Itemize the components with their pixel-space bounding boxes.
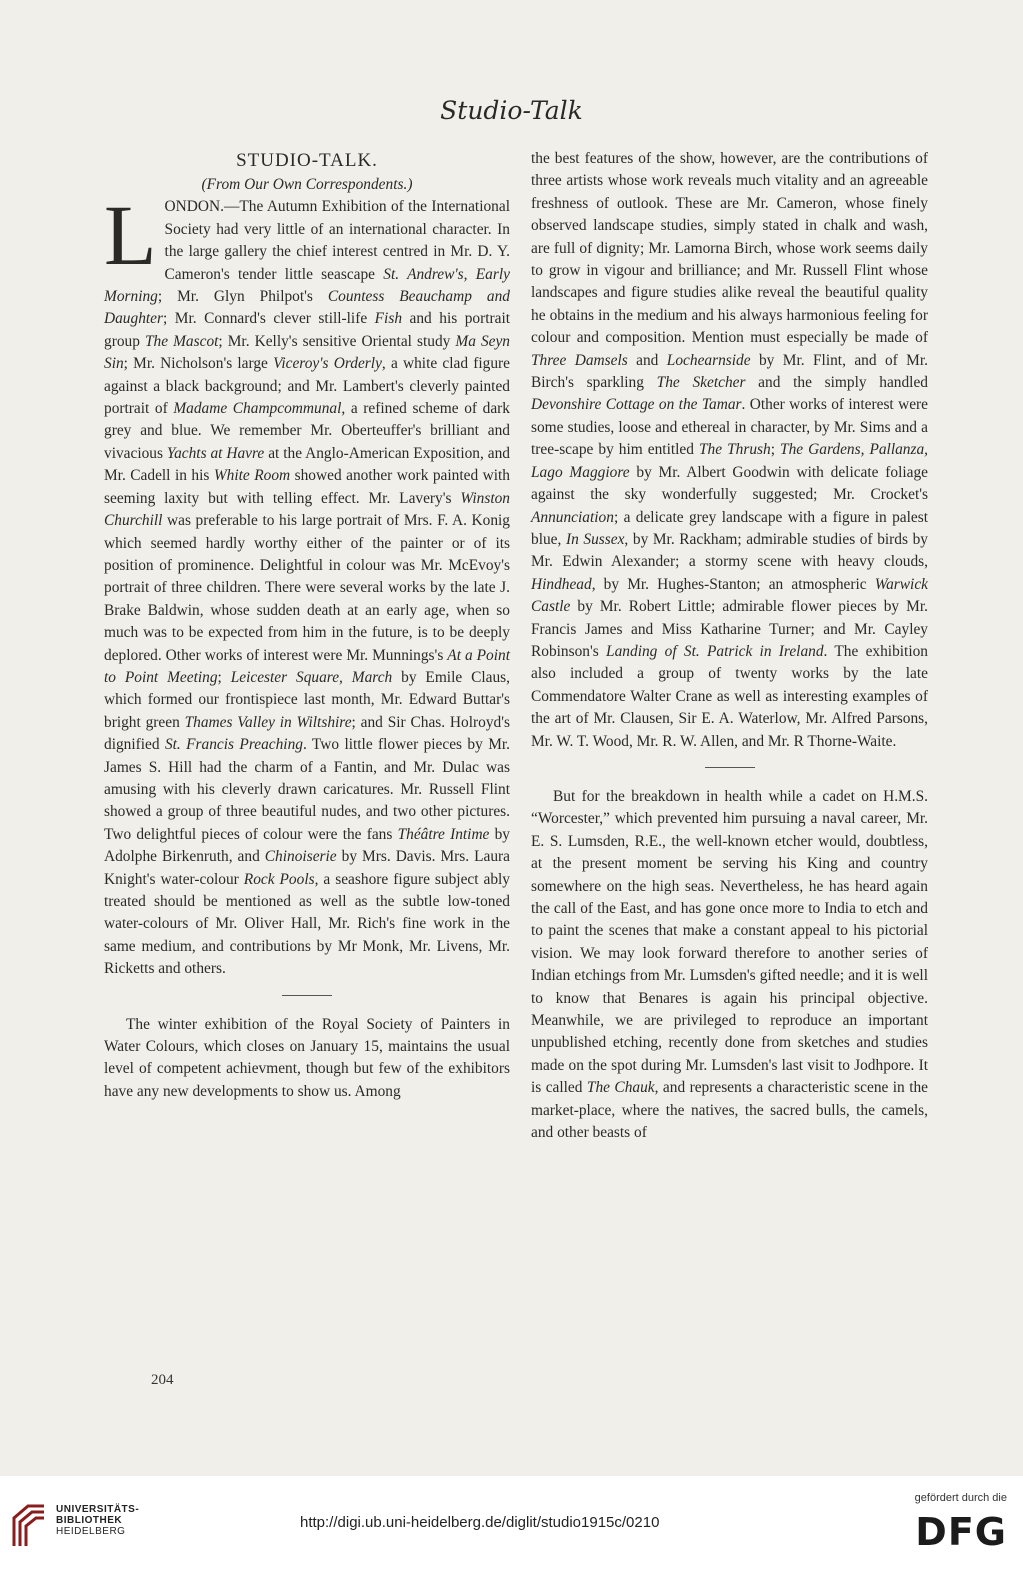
lumsden-paragraph [531, 786, 928, 1145]
text-run: But for the breakdown in health while a cadet on H.M.S. “Worcester,” which prevented him pursuing a naval career, Mr. E. S. Lumsden, R.E., the well-known etcher would, doubtless, at the present moment be serving his King and country somewhere on the high seas. Nevertheless, he has heard again the call of the East, and has gone once more to India to etch and to paint the scenes that make a constant appeal to his pictorial vision. We may look forward therefore to another series of Indian etchings from Mr. Lumsden's gifted needle; and it is well to know that Benares is again his principal objective. Meanwhile, we are privileged to reproduce an important unpublished etching, recently done from sketches and studies made on the spot during Mr. Lumsden's last visit to Jodhpore. It is called [531, 787, 928, 1097]
text-run: , a seashore figure subject ably treated should be mentioned as well as the subtle low-toned water-colours of Mr. Oliver Hall, Mr. Rich's fine work in the same medium, and contributions by Mr Monk, Mr. Livens, Mr. Ricketts and others. [104, 870, 510, 978]
artwork-title: Viceroy's Orderly [273, 355, 382, 373]
library-name: UNIVERSITÄTS- BIBLIOTHEK HEIDELBERG [56, 1504, 140, 1537]
text-run: and the simply handled [745, 374, 928, 392]
text-run: showed another work painted with seeming laxity but with telling effect. Mr. Lavery's [104, 467, 511, 507]
artwork-title: Théâtre Intime [397, 825, 490, 843]
artwork-title: The Thrush [698, 441, 771, 459]
artwork-title: Lochearnside [666, 351, 751, 369]
text-run: by Emile Claus, which formed our frontispiece last month, Mr. Edward Buttar's bright green [104, 668, 510, 731]
funded-by-label: gefördert durch die [914, 1492, 1007, 1504]
text-run: ; and Sir Chas. Holroyd's dignified [104, 713, 510, 754]
text-run: , by Mr. Hughes-Stanton; an atmospheric [591, 575, 875, 593]
artwork-title: Hindhead [531, 575, 592, 593]
text-run: ; Mr. Kelly's sensitive Oriental study [218, 332, 456, 350]
text-run: , and represents a characteristic scene in the market-place, where the natives, the sacred bulls, the camels, and other beasts of [531, 1079, 929, 1142]
text-run: . The exhibition also included a group of twenty works by the late Commendatore Walter Crane as well as interesting examples of the art of Mr. Clausen, Sir E. A. Waterlow, Mr. Alfred Parsons, Mr. W. T. Wood, Mr. R. W. Allen, and Mr. R Thorne-Waite. [531, 642, 928, 750]
artwork-title: The Sketcher [656, 374, 746, 392]
article-subtitle: (From Our Own Correspondents.) [201, 176, 413, 193]
section-divider [705, 767, 755, 768]
text-run: was preferable to his large portrait of Mrs. F. A. Konig which seemed hardly worthy either of the painter or of its position of prominence. Delightful in colour was Mr. McEvoy's portrait of three children. There were several works by the late J. Brake Baldwin, whose sudden death at an early age, when so much was to be expected from him in the future, is to be deeply deplored. Other works of interest were Mr. Munnings's [104, 512, 510, 664]
text-run: ; [217, 668, 231, 686]
text-run: at the Anglo-American Exposition, and Mr. Cadell in his [104, 444, 510, 485]
text-run: ; Mr. Glyn Philpot's [157, 288, 328, 306]
text-run: by Adolphe Birkenruth, and [104, 825, 511, 866]
artwork-title: Winston Churchill [104, 489, 510, 530]
drop-cap: L [104, 187, 157, 284]
university-library-logo-icon [10, 1500, 48, 1550]
artwork-title: White Room [213, 467, 291, 485]
text-run: . Two little flower pieces by Mr. James S. Hill had the charm of a Fantin, and Mr. Dulac was amusing with his cleverly drawn caricatures. Mr. Russell Flint showed a group of three beautiful nudes, and two other pictures. Two delightful pieces of colour were the fans [104, 736, 510, 843]
artwork-title: Devonshire Cottage on the Tamar [531, 396, 742, 414]
artwork-title: Rock Pools [243, 870, 315, 888]
running-header: Studio-Talk [440, 96, 583, 125]
text-run: , a white clad figure against a black background; and Mr. Lambert's cleverly painted portrait of [104, 355, 510, 418]
article-title: STUDIO-TALK. [236, 150, 378, 171]
artwork-title: Landing of St. Patrick in Ireland [606, 642, 824, 660]
digitization-footer [0, 1476, 1023, 1574]
left-column [104, 148, 510, 1103]
page-number: 204 [151, 1372, 174, 1388]
artwork-title: St. Andrew's, Early Morning [104, 265, 510, 306]
artwork-title: Thames Valley in Wiltshire [184, 713, 352, 731]
dfg-logo: DFG [915, 1510, 1007, 1554]
small-caps-text: ONDON [164, 198, 221, 216]
artwork-title: The Gardens, Pallanza, Lago Maggiore [531, 441, 929, 481]
artwork-title: Warwick Castle [531, 575, 928, 616]
text-run: , a refined scheme of dark grey and blue. We remember Mr. Oberteuffer's brilliant and vivacious [104, 400, 510, 462]
source-url-link[interactable]: http://digi.ub.uni-heidelberg.de/diglit/studio1915c/0210 [300, 1514, 660, 1531]
text-run: and [627, 351, 667, 369]
artwork-title: Yachts at Havre [166, 444, 265, 462]
section-divider [282, 995, 332, 996]
artwork-title: Madame Champcommunal [173, 400, 342, 418]
artwork-title: Annunciation [531, 508, 614, 526]
text-run: ; a delicate grey landscape with a figure in palest blue, [531, 508, 928, 548]
text-run: .—The Autumn Exhibition of the International Society had very little of an international character. In the large gallery the chief interest centred in Mr. D. Y. Cameron's tender little seascape [164, 198, 510, 283]
artwork-title: Fish [374, 310, 403, 328]
artwork-title: Countess Beauchamp and Daughter [104, 288, 510, 328]
artwork-title: Three Damsels [531, 351, 628, 369]
text-run: by Mr. Robert Little; admirable flower pieces by Mr. Francis James and Miss Katharine Turner; and Mr. Cayley Robinson's [531, 598, 928, 660]
text-run: ; Mr. Connard's clever still-life [163, 310, 375, 328]
text-run: by Mr. Albert Goodwin with delicate foliage against the sky wonderfully suggested; Mr. Crocket's [531, 463, 929, 504]
text-run: ; Mr. Nicholson's large [123, 355, 274, 373]
artwork-title: At a Point to Point Meeting [104, 646, 510, 686]
right-column [531, 148, 928, 1144]
water-colours-continued-paragraph [531, 148, 928, 753]
text-run: by Mr. Flint, and of Mr. Birch's sparkling [531, 351, 928, 392]
artwork-title: Leicester Square, March [230, 668, 393, 686]
text-run: ; [770, 441, 781, 459]
text-run: by Mrs. Davis. Mrs. Laura Knight's water-colour [104, 848, 511, 888]
artwork-title: Ma Seyn Sin [104, 332, 511, 373]
london-exhibition-paragraph [104, 187, 511, 980]
text-run: , by Mr. Rackham; admirable studies of birds by Mr. Edwin Alexander; a stormy scene with heavy clouds, [531, 530, 928, 571]
text-run: . Other works of interest were some studies, loose and ethereal in character, by Mr. Sims and a tree-scape by him entitled [531, 396, 928, 459]
artwork-title: St. Francis Preaching [164, 736, 303, 754]
water-colours-paragraph [104, 1014, 510, 1104]
artwork-title: In Sussex [565, 530, 625, 548]
artwork-title: The Mascot [144, 332, 219, 350]
text-run: The winter exhibition of the Royal Society of Painters in Water Colours, which closes on January 15, maintains the usual level of competent achievment, though but few of the exhibitors have any new developments to show us. Among [104, 1015, 510, 1100]
artwork-title: Chinoiserie [264, 848, 337, 866]
text-run: and his portrait group [104, 310, 511, 350]
artwork-title: The Chauk [586, 1079, 655, 1097]
text-run: the best features of the show, however, are the contributions of three artists whose work reveals much vitality and an agreeable freshness of outlook. These are Mr. Cameron, whose finely observed landscape studies, simply stated in chalk and wash, are full of dignity; Mr. Lamorna Birch, whose work seems daily to grow in vigour and brilliance; and Mr. Russell Flint whose landscapes and figure studies alike reveal the beautiful quality he obtains in the medium and his always harmonious feeling for colour and composition. Mention must especially be made of [531, 150, 928, 347]
